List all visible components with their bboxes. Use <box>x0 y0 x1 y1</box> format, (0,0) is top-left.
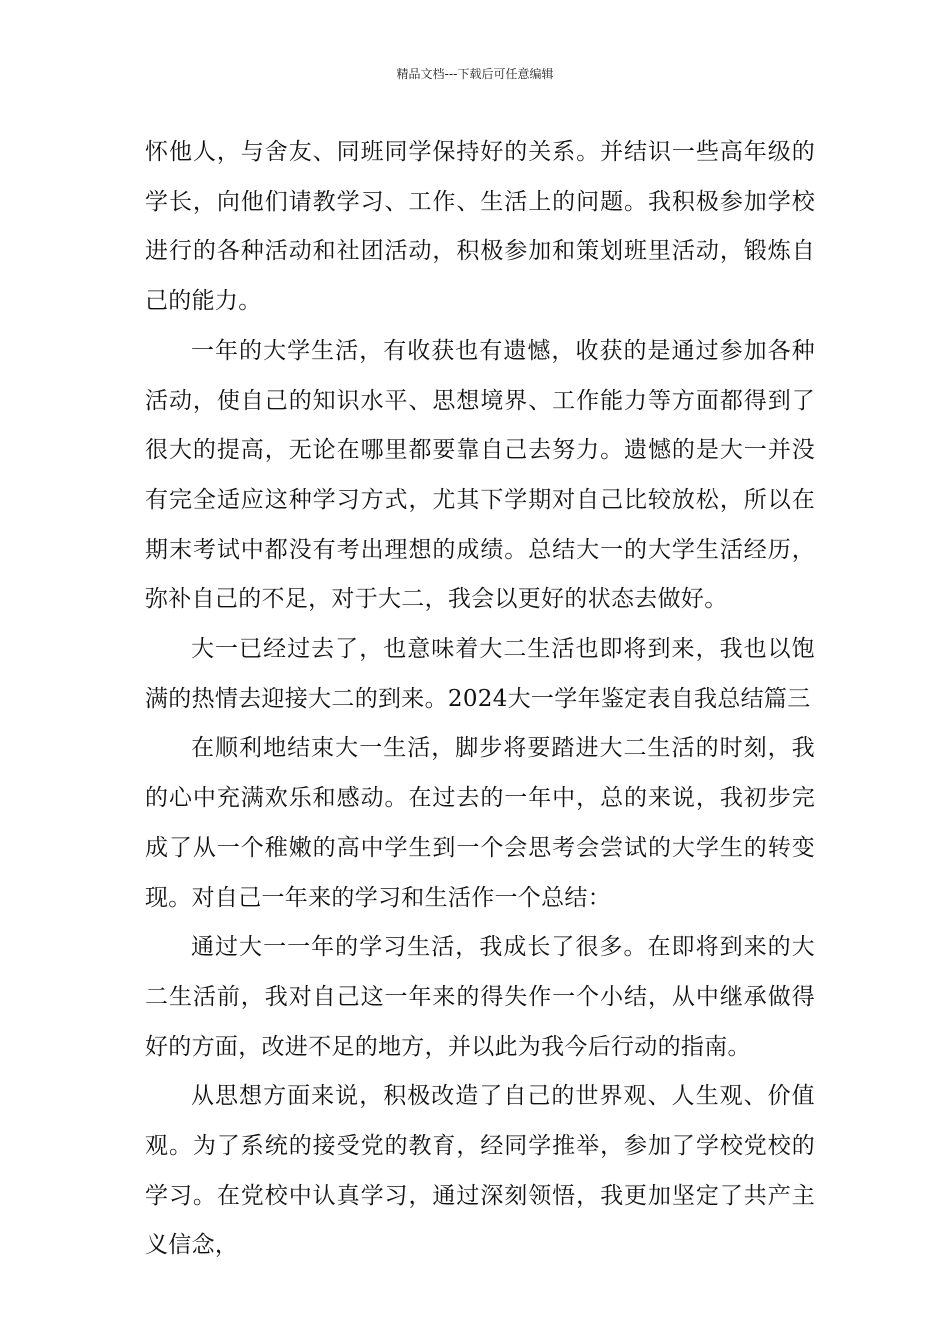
page-header: 精品文档---下载后可任意编辑 <box>396 67 554 81</box>
document-body <box>145 128 815 1271</box>
paragraph: 通过大一一年的学习生活，我成长了很多。在即将到来的大二生活前，我对自己这一年来的得失作一个小结，从中继承做得好的方面，改进不足的地方，并以此为我今后行动的指南。 <box>145 934 815 1060</box>
paragraph: 从思想方面来说，积极改造了自己的世界观、人生观、价值观。为了系统的接受党的教育，经同学推举，参加了学校党校的学习。在党校中认真学习，通过深刻领悟，我更加坚定了共产主义信念， <box>145 1083 815 1259</box>
paragraph: 怀他人，与舍友、同班同学保持好的关系。并结识一些高年级的学长，向他们请教学习、工作、生活上的问题。我积极参加学校进行的各种活动和社团活动，积极参加和策划班里活动，锻炼自己的能力。 <box>145 139 815 315</box>
paragraph: 大一已经过去了，也意味着大二生活也即将到来，我也以饱满的热情去迎接大二的到来。2024大一学年鉴定表自我总结篇三 <box>145 636 815 712</box>
paragraph: 一年的大学生活，有收获也有遗憾，收获的是通过参加各种活动，使自己的知识水平、思想境界、工作能力等方面都得到了很大的提高，无论在哪里都要靠自己去努力。遗憾的是大一并没有完全适应这种学习方式，尤其下学期对自己比较放松，所以在期末考试中都没有考出理想的成绩。总结大一的大学生活经历，弥补自己的不足，对于大二，我会以更好的状态去做好。 <box>145 337 815 613</box>
paragraph: 在顺利地结束大一生活，脚步将要踏进大二生活的时刻，我的心中充满欢乐和感动。在过去的一年中，总的来说，我初步完成了从一个稚嫩的高中学生到一个会思考会尝试的大学生的转变现。对自己一年来的学习和生活作一个总结： <box>145 735 815 911</box>
